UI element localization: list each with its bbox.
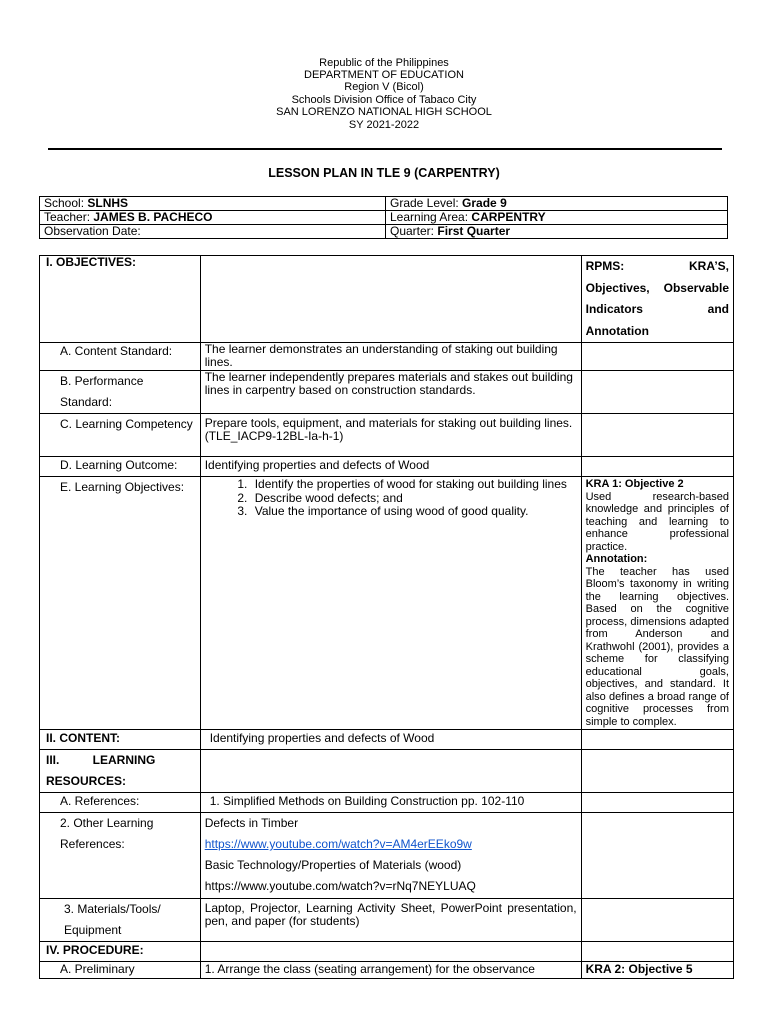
references-label: A. References: xyxy=(40,793,201,813)
observation-cell xyxy=(40,225,386,239)
learning-objectives-list-cell xyxy=(200,477,581,730)
resources-heading: III. LEARNING RESOURCES: xyxy=(40,750,201,793)
other-reference-title: Defects in Timber xyxy=(204,816,299,830)
other-references-row xyxy=(40,813,734,899)
preliminary-row xyxy=(40,962,734,979)
kra1-title: KRA 1: Objective 2 xyxy=(585,478,684,490)
header-line-region: Region V (Bicol) xyxy=(344,81,424,93)
other-reference-link[interactable]: https://www.youtube.com/watch?v=AM4erEEko9w xyxy=(204,837,472,851)
objectives-row xyxy=(40,256,734,343)
content-standard-row xyxy=(40,343,734,371)
other-references-label: 2. Other Learning References: xyxy=(40,813,201,899)
performance-standard-value: The learner independently prepares materials and stakes out building lines in carpentry based on construction standards. xyxy=(200,371,581,414)
resources-row xyxy=(40,750,734,793)
info-table xyxy=(39,196,728,239)
school-cell xyxy=(40,197,386,211)
quarter-label: Quarter: xyxy=(390,224,438,238)
performance-standard-rpms xyxy=(581,371,733,414)
document-title: LESSON PLAN IN TLE 9 (CARPENTRY) xyxy=(268,166,500,180)
procedure-rpms xyxy=(581,942,733,962)
header-line-sy: SY 2021-2022 xyxy=(348,119,420,131)
other-reference-title: Basic Technology/Properties of Materials (wood) xyxy=(204,858,462,872)
header-line-republic: Republic of the Philippines xyxy=(319,57,449,69)
performance-standard-row xyxy=(40,371,734,414)
materials-label: 3. Materials/Tools/ Equipment xyxy=(40,899,201,942)
resources-rpms xyxy=(581,750,733,793)
header-line-department: DEPARTMENT OF EDUCATION xyxy=(304,69,464,81)
quarter-value: First Quarter xyxy=(437,224,511,238)
other-references-value xyxy=(200,813,581,899)
competency-value: Prepare tools, equipment, and materials for staking out building lines. (TLE_IACP9-12BL-Ia-h-1) xyxy=(200,414,581,457)
content-value: Identifying properties and defects of Wood xyxy=(200,730,581,750)
observation-label: Observation Date: xyxy=(44,224,141,238)
preliminary-value: 1. Arrange the class (seating arrangement) for the observance xyxy=(200,962,581,979)
kra1-text: Used research-based knowledge and principles of teaching and learning to enhance professional practice. xyxy=(585,490,729,553)
procedure-heading: IV. PROCEDURE: xyxy=(40,942,201,962)
grade-cell xyxy=(386,197,728,211)
content-standard-value: The learner demonstrates an understanding of staking out building lines. xyxy=(200,343,581,371)
learning-objectives-label: E. Learning Objectives: xyxy=(40,477,201,730)
quarter-cell xyxy=(386,225,728,239)
content-standard-label: A. Content Standard: xyxy=(40,343,201,371)
references-row xyxy=(40,793,734,813)
lesson-plan-table xyxy=(39,255,734,979)
learning-objective-item: 1. Identify the properties of wood for staking out building lines xyxy=(251,478,577,492)
annotation-label: Annotation: xyxy=(585,553,648,565)
references-rpms xyxy=(581,793,733,813)
content-rpms xyxy=(581,730,733,750)
materials-rpms xyxy=(581,899,733,942)
header-divider xyxy=(48,148,722,150)
teacher-label: Teacher: xyxy=(44,210,94,224)
content-standard-rpms xyxy=(581,343,733,371)
procedure-blank xyxy=(200,942,581,962)
objectives-heading: I. OBJECTIVES: xyxy=(40,256,201,343)
content-row xyxy=(40,730,734,750)
outcome-rpms xyxy=(581,457,733,477)
header-line-division: Schools Division Office of Tabaco City xyxy=(291,94,477,106)
teacher-value: JAMES B. PACHECO xyxy=(93,210,213,224)
school-value: SLNHS xyxy=(87,196,129,210)
grade-label: Grade Level: xyxy=(390,196,463,210)
competency-rpms xyxy=(581,414,733,457)
learning-objective-item: 2. Describe wood defects; and xyxy=(251,492,577,506)
grade-value: Grade 9 xyxy=(462,196,507,210)
performance-standard-label: B. Performance Standard: xyxy=(40,371,201,414)
learning-objective-item: 3. Value the importance of using wood of good quality. xyxy=(251,505,577,519)
resources-blank xyxy=(200,750,581,793)
materials-row xyxy=(40,899,734,942)
area-label: Learning Area: xyxy=(390,210,472,224)
school-label: School: xyxy=(44,196,88,210)
references-value: 1. Simplified Methods on Building Construction pp. 102-110 xyxy=(200,793,581,813)
other-reference-url: https://www.youtube.com/watch?v=rNq7NEYLUAQ xyxy=(204,879,476,893)
other-references-rpms xyxy=(581,813,733,899)
kra1-cell xyxy=(581,477,733,730)
outcome-label: D. Learning Outcome: xyxy=(40,457,201,477)
annotation-text: The teacher has used Bloom’s taxonomy in writing the learning objectives. Based on the cognitive process, dimensions adapted from Anderson and Krathwohl (2001), provides a scheme for classifying educational goals, objectives, and standard. It also defines a broad range of cognitive processes from simple to complex. xyxy=(585,565,729,728)
outcome-value: Identifying properties and defects of Wood xyxy=(200,457,581,477)
competency-row xyxy=(40,414,734,457)
area-value: CARPENTRY xyxy=(471,210,546,224)
area-cell xyxy=(386,211,728,225)
preliminary-label: A. Preliminary xyxy=(40,962,201,979)
outcome-row xyxy=(40,457,734,477)
materials-value: Laptop, Projector, Learning Activity Sheet, PowerPoint presentation, pen, and paper (for students) xyxy=(200,899,581,942)
kra2-title: KRA 2: Objective 5 xyxy=(581,962,733,979)
teacher-cell xyxy=(40,211,386,225)
objectives-blank xyxy=(200,256,581,343)
learning-objectives-list xyxy=(205,478,577,519)
competency-label: C. Learning Competency xyxy=(40,414,201,457)
rpms-heading: RPMS: KRA’S, Objectives, Observable Indicators and Annotation xyxy=(581,256,733,343)
learning-objectives-row xyxy=(40,477,734,730)
header-line-school: SAN LORENZO NATIONAL HIGH SCHOOL xyxy=(276,106,492,118)
procedure-row xyxy=(40,942,734,962)
content-heading: II. CONTENT: xyxy=(40,730,201,750)
